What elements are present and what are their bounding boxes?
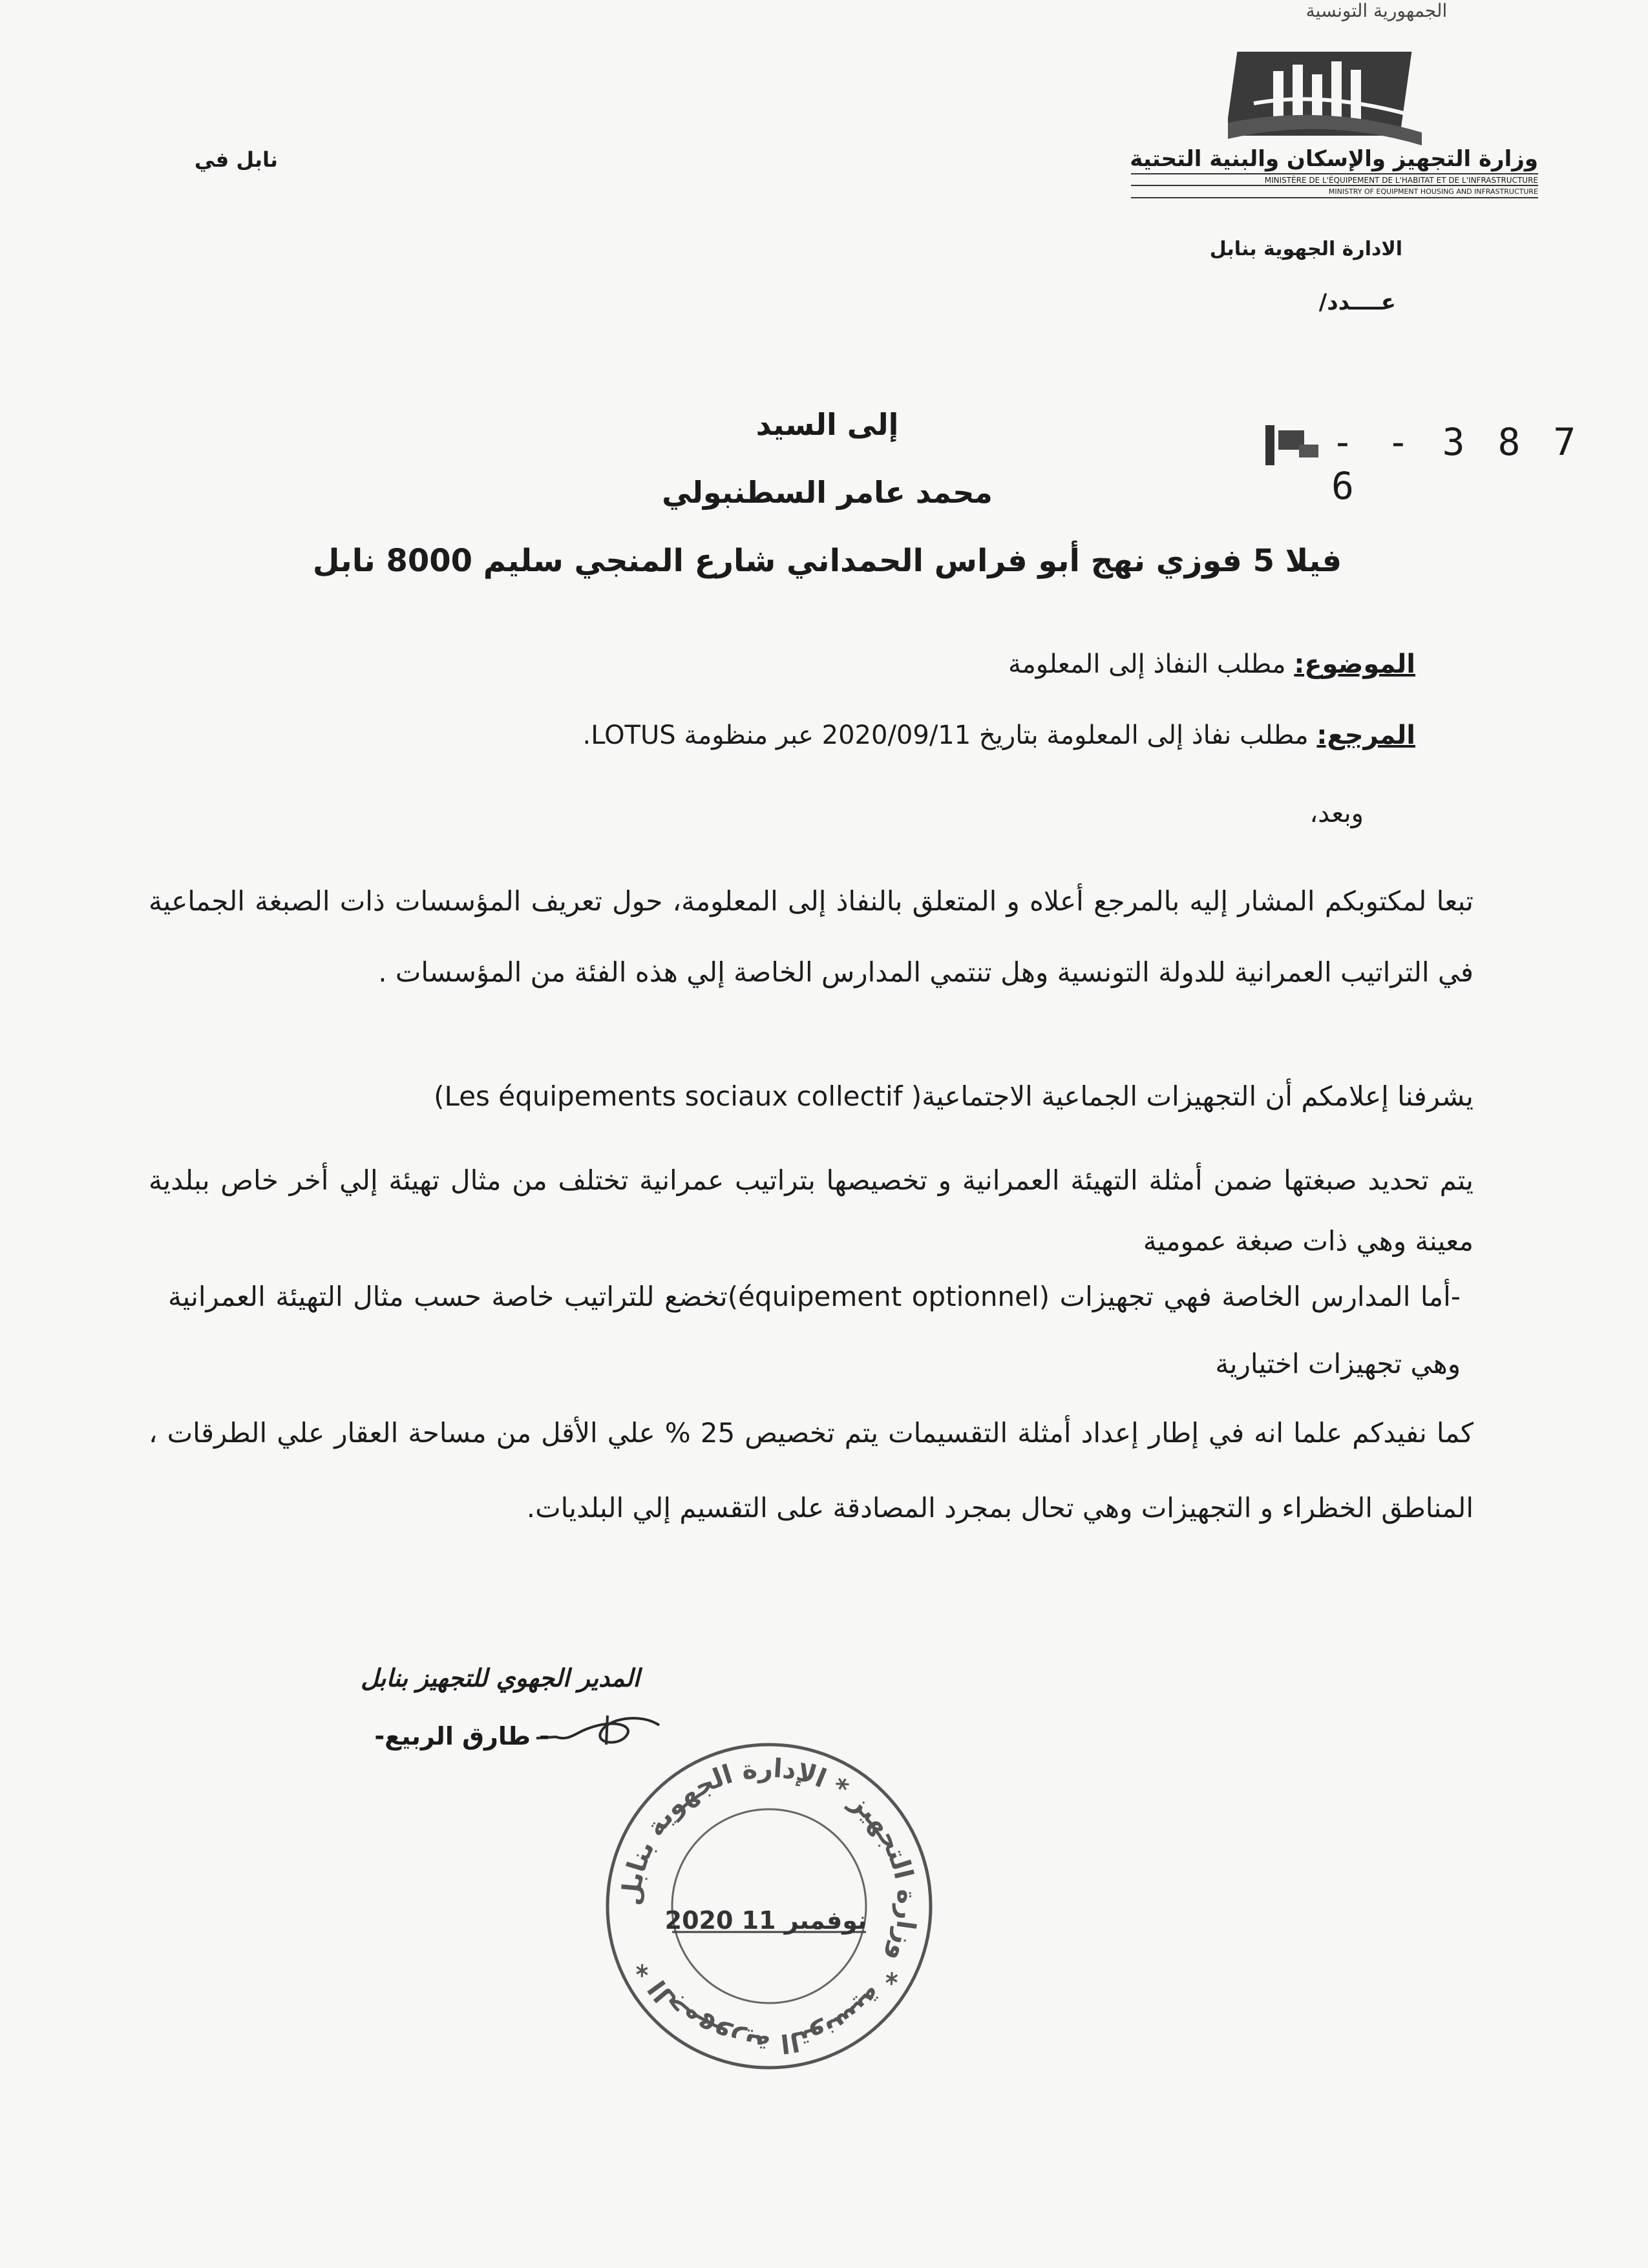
body-paragraph-2: يشرفنا إعلامكم أن التجهيزات الجماعية الاجتماعية( Les équipements sociaux collectif) [434, 1080, 1474, 1112]
registration-number: - - 3 8 7 6 [1331, 420, 1581, 508]
registration-mark-icon [1260, 419, 1331, 470]
reference-number-label: عــــدد/ [1318, 289, 1396, 315]
subject-label: الموضوع: [1294, 649, 1415, 679]
recipient-address: فيلا 5 فوزي نهج أبو فراس الحمداني شارع المنجي سليم 8000 نابل [312, 543, 1342, 579]
reference-label: المرجع: [1316, 720, 1415, 750]
place-date: نابل في [194, 147, 278, 172]
seal-date: 2020 نوفمبر 11 [664, 1906, 867, 1935]
ministry-name-fr: MINISTÈRE DE L'ÉQUIPEMENT DE L'HABITAT ET DE L'INFRASTRUCTURE [1131, 173, 1538, 185]
body-paragraph-4: -أما المدارس الخاصة فهي تجهيزات (équipement optionnel)تخضع للتراتيب خاصة حسب مثال التهيئة العمرانية وهي تجهيزات اختيارية [168, 1281, 1461, 1380]
signer-title: المدير الجهوي للتجهيز بنابل [361, 1664, 640, 1692]
reference-text: مطلب نفاذ إلى المعلومة بتاريخ 2020/09/11 عبر منظومة LOTUS. [582, 720, 1317, 750]
body-paragraph-5: كما نفيدكم علما انه في إطار إعداد أمثلة التقسيمات يتم تخصيص 25 % علي الأقل من مساحة العقار علي الطرقات ، المناطق الخظراء و التجهيزات وهي تحال بمجرد المصادقة على التقسيم إلي البلديات. [149, 1417, 1474, 1524]
ministry-name-en: MINISTRY OF EQUIPMENT HOUSING AND INFRASTRUCTURE [1131, 185, 1538, 198]
body-paragraph-1: تبعا لمكتوبكم المشار إليه بالمرجع أعلاه و المتعلق بالنفاذ إلى المعلومة، حول تعريف المؤسسات ذات الصبغة الجماعية في التراتيب العمرانية للدولة التونسية وهل تنتمي المدارس الخاصة إلي هذه الفئة من المؤسسات . [149, 885, 1474, 988]
recipient-title: إلى السيد [755, 407, 899, 442]
country-header: الجمهورية التونسية [1305, 0, 1448, 21]
regional-direction: الادارة الجهوية بنابل [1209, 238, 1402, 260]
subject-line [187, 649, 1415, 679]
subject-text: مطلب النفاذ إلى المعلومة [1008, 649, 1294, 679]
greeting: وبعد، [1309, 799, 1364, 828]
body-paragraph-3: يتم تحديد صبغتها ضمن أمثلة التهيئة العمرانية و تخصيصها بتراتيب عمرانية تختلف من مثال تهيئة إلي أخر خاص ببلدية معينة وهي ذات صبغة عمومية [149, 1164, 1474, 1257]
ministry-logo-icon [1228, 26, 1422, 155]
signer-name: - طارق الربيع- [374, 1722, 549, 1750]
reference-line [187, 720, 1415, 750]
seal-text: الجمهورية التونسية * وزارة التجهيز * الإدارة الجهوية بنابل * [616, 1753, 922, 2059]
recipient-name: محمد عامر السطنبولي [662, 475, 993, 510]
ministry-name-ar: وزارة التجهيز والإسكان والبنية التحتية [1130, 146, 1538, 172]
